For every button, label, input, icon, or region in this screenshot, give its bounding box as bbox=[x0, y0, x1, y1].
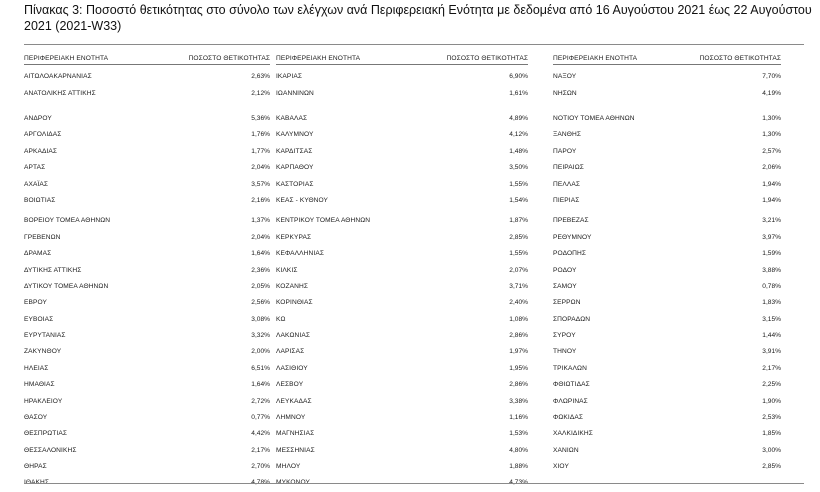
region-name: ΚΕΦΑΛΛΗΝΙΑΣ bbox=[276, 250, 325, 257]
positivity-value: 1,94% bbox=[762, 181, 781, 188]
positivity-value: 2,06% bbox=[762, 164, 781, 171]
table-row bbox=[24, 430, 270, 442]
region-name: ΧΑΛΚΙΔΙΚΗΣ bbox=[553, 430, 593, 437]
positivity-value: 0,77% bbox=[251, 414, 270, 421]
table-row bbox=[553, 217, 781, 229]
region-name: ΣΥΡΟΥ bbox=[553, 332, 576, 339]
positivity-value: 1,08% bbox=[509, 316, 528, 323]
header-region: ΠΕΡΙΦΕΡΕΙΑΚΗ ΕΝΟΤΗΤΑ bbox=[276, 55, 361, 62]
positivity-value: 1,97% bbox=[509, 348, 528, 355]
table-row bbox=[24, 398, 270, 410]
table-column-1 bbox=[24, 55, 270, 486]
table-row bbox=[276, 414, 528, 426]
region-name: ΧΑΝΙΩΝ bbox=[553, 447, 579, 454]
region-name: ΚΕΑΣ - ΚΥΘΝΟΥ bbox=[276, 197, 329, 204]
positivity-value: 1,55% bbox=[509, 250, 528, 257]
region-name: ΑΡΓΟΛΙΔΑΣ bbox=[24, 131, 62, 138]
table-row bbox=[553, 115, 781, 127]
region-name: ΝΟΤΙΟΥ ΤΟΜΕΑ ΑΘΗΝΩΝ bbox=[553, 115, 635, 122]
positivity-value: 1,76% bbox=[251, 131, 270, 138]
positivity-value: 2,85% bbox=[509, 234, 528, 241]
table-row bbox=[553, 381, 781, 393]
positivity-value: 3,08% bbox=[251, 316, 270, 323]
positivity-value: 3,38% bbox=[509, 398, 528, 405]
table-row bbox=[553, 164, 781, 176]
header-positivity: ΠΟΣΟΣΤΟ ΘΕΤΙΚΟΤΗΤΑΣ bbox=[446, 55, 528, 62]
table-row bbox=[24, 181, 270, 193]
positivity-value: 2,36% bbox=[251, 267, 270, 274]
table-row bbox=[553, 250, 781, 262]
table-row bbox=[24, 197, 270, 209]
table-row bbox=[24, 332, 270, 344]
positivity-value: 2,86% bbox=[509, 332, 528, 339]
positivity-value: 2,17% bbox=[762, 365, 781, 372]
positivity-value: 6,90% bbox=[509, 73, 528, 80]
region-name: ΣΑΜΟΥ bbox=[553, 283, 577, 290]
table-row bbox=[24, 381, 270, 393]
table-row bbox=[276, 90, 528, 102]
positivity-value: 1,61% bbox=[509, 90, 528, 97]
table-row bbox=[276, 365, 528, 377]
positivity-value: 6,51% bbox=[251, 365, 270, 372]
table-row bbox=[553, 267, 781, 279]
region-name: ΚΩ bbox=[276, 316, 286, 323]
table-row bbox=[24, 479, 270, 491]
region-name: ΛΕΥΚΑΔΑΣ bbox=[276, 398, 312, 405]
table-row bbox=[276, 148, 528, 160]
positivity-value: 1,64% bbox=[251, 381, 270, 388]
table-row bbox=[24, 267, 270, 279]
table-row bbox=[24, 283, 270, 295]
region-name: ΠΕΛΛΑΣ bbox=[553, 181, 581, 188]
table-row bbox=[24, 463, 270, 475]
region-name: ΑΡΚΑΔΙΑΣ bbox=[24, 148, 58, 155]
table-row bbox=[553, 90, 781, 102]
header-positivity: ΠΟΣΟΣΤΟ ΘΕΤΙΚΟΤΗΤΑΣ bbox=[699, 55, 781, 62]
table-row bbox=[276, 398, 528, 410]
table-row bbox=[553, 365, 781, 377]
region-name: ΘΗΡΑΣ bbox=[24, 463, 47, 470]
positivity-value: 3,57% bbox=[251, 181, 270, 188]
header-region: ΠΕΡΙΦΕΡΕΙΑΚΗ ΕΝΟΤΗΤΑ bbox=[24, 55, 109, 62]
table-row bbox=[24, 131, 270, 143]
region-name: ΡΟΔΟΥ bbox=[553, 267, 577, 274]
positivity-value: 2,57% bbox=[762, 148, 781, 155]
column-header-line bbox=[24, 64, 270, 65]
table-row bbox=[276, 115, 528, 127]
table-row bbox=[24, 73, 270, 85]
table-row bbox=[24, 316, 270, 328]
header-rule bbox=[24, 44, 804, 45]
positivity-value: 3,91% bbox=[762, 348, 781, 355]
table-row bbox=[276, 447, 528, 459]
region-name: ΤΗΝΟΥ bbox=[553, 348, 577, 355]
positivity-value: 1,30% bbox=[762, 131, 781, 138]
positivity-value: 4,80% bbox=[509, 447, 528, 454]
region-name: ΘΑΣΟΥ bbox=[24, 414, 48, 421]
table-row bbox=[276, 332, 528, 344]
region-name: ΞΑΝΘΗΣ bbox=[553, 131, 582, 138]
positivity-value: 1,88% bbox=[509, 463, 528, 470]
positivity-value: 3,71% bbox=[509, 283, 528, 290]
positivity-value: 1,95% bbox=[509, 365, 528, 372]
table-row bbox=[24, 365, 270, 377]
table-column-3 bbox=[553, 55, 781, 470]
region-name: ΝΑΞΟΥ bbox=[553, 73, 577, 80]
region-name: ΒΟΙΩΤΙΑΣ bbox=[24, 197, 56, 204]
positivity-value: 3,00% bbox=[762, 447, 781, 454]
positivity-value: 1,83% bbox=[762, 299, 781, 306]
region-name: ΙΩΑΝΝΙΝΩΝ bbox=[276, 90, 314, 97]
positivity-value: 2,12% bbox=[251, 90, 270, 97]
table-row bbox=[276, 181, 528, 193]
region-name: ΔΡΑΜΑΣ bbox=[24, 250, 52, 257]
positivity-value: 3,88% bbox=[762, 267, 781, 274]
region-name: ΦΘΙΩΤΙΔΑΣ bbox=[553, 381, 590, 388]
table-row bbox=[24, 348, 270, 360]
region-name: ΚΟΡΙΝΘΙΑΣ bbox=[276, 299, 313, 306]
table-row bbox=[24, 164, 270, 176]
positivity-value: 2,17% bbox=[251, 447, 270, 454]
region-name: ΔΥΤΙΚΟΥ ΤΟΜΕΑ ΑΘΗΝΩΝ bbox=[24, 283, 109, 290]
region-name: ΚΑΡΔΙΤΣΑΣ bbox=[276, 148, 313, 155]
table-row bbox=[276, 250, 528, 262]
table-row bbox=[276, 316, 528, 328]
region-name: ΣΠΟΡΑΔΩΝ bbox=[553, 316, 591, 323]
table-row bbox=[553, 283, 781, 295]
region-name: ΚΕΝΤΡΙΚΟΥ ΤΟΜΕΑ ΑΘΗΝΩΝ bbox=[276, 217, 371, 224]
positivity-value: 2,85% bbox=[762, 463, 781, 470]
positivity-value: 0,78% bbox=[762, 283, 781, 290]
table-row bbox=[276, 283, 528, 295]
table-row bbox=[553, 316, 781, 328]
positivity-value: 4,19% bbox=[762, 90, 781, 97]
region-name: ΜΥΚΟΝΟΥ bbox=[276, 479, 310, 486]
table-row bbox=[276, 217, 528, 229]
region-name: ΚΑΣΤΟΡΙΑΣ bbox=[276, 181, 314, 188]
region-name: ΖΑΚΥΝΘΟΥ bbox=[24, 348, 62, 355]
region-name: ΚΑΡΠΑΘΟΥ bbox=[276, 164, 314, 171]
region-name: ΑΧΑΪΑΣ bbox=[24, 181, 49, 188]
table-row bbox=[553, 148, 781, 160]
region-name: ΓΡΕΒΕΝΩΝ bbox=[24, 234, 61, 241]
positivity-value: 3,32% bbox=[251, 332, 270, 339]
region-name: ΧΙΟΥ bbox=[553, 463, 569, 470]
positivity-value: 4,89% bbox=[509, 115, 528, 122]
positivity-value: 2,04% bbox=[251, 234, 270, 241]
positivity-value: 3,50% bbox=[509, 164, 528, 171]
region-name: ΛΗΜΝΟΥ bbox=[276, 414, 306, 421]
positivity-value: 1,48% bbox=[509, 148, 528, 155]
table-row bbox=[24, 414, 270, 426]
region-name: ΚΑΛΥΜΝΟΥ bbox=[276, 131, 314, 138]
region-name: ΕΒΡΟΥ bbox=[24, 299, 48, 306]
table-row bbox=[553, 181, 781, 193]
region-name: ΕΥΒΟΙΑΣ bbox=[24, 316, 54, 323]
region-name: ΙΚΑΡΙΑΣ bbox=[276, 73, 303, 80]
region-name: ΒΟΡΕΙΟΥ ΤΟΜΕΑ ΑΘΗΝΩΝ bbox=[24, 217, 111, 224]
positivity-value: 2,05% bbox=[251, 283, 270, 290]
region-name: ΑΝΔΡΟΥ bbox=[24, 115, 52, 122]
region-name: ΡΟΔΟΠΗΣ bbox=[553, 250, 587, 257]
header-positivity: ΠΟΣΟΣΤΟ ΘΕΤΙΚΟΤΗΤΑΣ bbox=[188, 55, 270, 62]
region-name: ΠΡΕΒΕΖΑΣ bbox=[553, 217, 589, 224]
positivity-value: 2,25% bbox=[762, 381, 781, 388]
table-row bbox=[553, 414, 781, 426]
region-name: ΔΥΤΙΚΗΣ ΑΤΤΙΚΗΣ bbox=[24, 267, 82, 274]
table-row bbox=[553, 299, 781, 311]
region-name: ΗΜΑΘΙΑΣ bbox=[24, 381, 55, 388]
table-row bbox=[276, 299, 528, 311]
table-row bbox=[276, 267, 528, 279]
positivity-value: 1,59% bbox=[762, 250, 781, 257]
region-name: ΤΡΙΚΑΛΩΝ bbox=[553, 365, 587, 372]
region-name: ΚΟΖΑΝΗΣ bbox=[276, 283, 309, 290]
positivity-value: 2,00% bbox=[251, 348, 270, 355]
region-name: ΘΕΣΠΡΩΤΙΑΣ bbox=[24, 430, 68, 437]
positivity-value: 2,04% bbox=[251, 164, 270, 171]
table-row bbox=[276, 73, 528, 85]
positivity-value: 3,97% bbox=[762, 234, 781, 241]
positivity-value: 2,16% bbox=[251, 197, 270, 204]
table-row bbox=[553, 197, 781, 209]
header-region: ΠΕΡΙΦΕΡΕΙΑΚΗ ΕΝΟΤΗΤΑ bbox=[553, 55, 638, 62]
region-name: ΛΕΣΒΟΥ bbox=[276, 381, 304, 388]
region-name: ΦΩΚΙΔΑΣ bbox=[553, 414, 583, 421]
positivity-value: 4,42% bbox=[251, 430, 270, 437]
region-name: ΘΕΣΣΑΛΟΝΙΚΗΣ bbox=[24, 447, 77, 454]
region-name: ΝΗΣΩΝ bbox=[553, 90, 577, 97]
table-row bbox=[553, 234, 781, 246]
table-row bbox=[24, 250, 270, 262]
table-row bbox=[553, 348, 781, 360]
region-name: ΛΑΣΙΘΙΟΥ bbox=[276, 365, 308, 372]
column-header-line bbox=[276, 64, 528, 65]
positivity-value: 2,72% bbox=[251, 398, 270, 405]
region-name: ΜΗΛΟΥ bbox=[276, 463, 301, 470]
positivity-value: 2,63% bbox=[251, 73, 270, 80]
region-name: ΑΝΑΤΟΛΙΚΗΣ ΑΤΤΙΚΗΣ bbox=[24, 90, 96, 97]
table-row bbox=[24, 148, 270, 160]
table-row bbox=[553, 73, 781, 85]
column-header bbox=[276, 55, 528, 68]
table-row bbox=[24, 299, 270, 311]
positivity-value: 2,56% bbox=[251, 299, 270, 306]
table-row bbox=[553, 131, 781, 143]
region-name: ΑΡΤΑΣ bbox=[24, 164, 46, 171]
table-row bbox=[276, 430, 528, 442]
region-name: ΜΕΣΣΗΝΙΑΣ bbox=[276, 447, 315, 454]
region-name: ΡΕΘΥΜΝΟΥ bbox=[553, 234, 592, 241]
positivity-value: 1,55% bbox=[509, 181, 528, 188]
positivity-value: 1,30% bbox=[762, 115, 781, 122]
positivity-value: 2,40% bbox=[509, 299, 528, 306]
positivity-value: 1,37% bbox=[251, 217, 270, 224]
region-name: ΠΙΕΡΙΑΣ bbox=[553, 197, 580, 204]
table-row bbox=[24, 115, 270, 127]
positivity-value: 1,90% bbox=[762, 398, 781, 405]
table-row bbox=[276, 479, 528, 491]
positivity-value: 2,53% bbox=[762, 414, 781, 421]
table-row bbox=[553, 332, 781, 344]
region-name: ΣΕΡΡΩΝ bbox=[553, 299, 581, 306]
positivity-value: 1,64% bbox=[251, 250, 270, 257]
region-name: ΛΑΚΩΝΙΑΣ bbox=[276, 332, 310, 339]
table-row bbox=[553, 447, 781, 459]
region-name: ΑΙΤΩΛΟΑΚΑΡΝΑΝΙΑΣ bbox=[24, 73, 92, 80]
table-row bbox=[553, 463, 781, 475]
column-header-line bbox=[553, 64, 781, 65]
column-header bbox=[24, 55, 270, 68]
positivity-value: 1,94% bbox=[762, 197, 781, 204]
positivity-value: 7,70% bbox=[762, 73, 781, 80]
region-name: ΚΙΛΚΙΣ bbox=[276, 267, 298, 274]
positivity-value: 2,86% bbox=[509, 381, 528, 388]
column-header bbox=[553, 55, 781, 68]
positivity-value: 4,78% bbox=[251, 479, 270, 486]
positivity-value: 1,54% bbox=[509, 197, 528, 204]
positivity-value: 4,12% bbox=[509, 131, 528, 138]
positivity-value: 2,70% bbox=[251, 463, 270, 470]
table-column-2 bbox=[276, 55, 528, 486]
region-name: ΗΡΑΚΛΕΙΟΥ bbox=[24, 398, 63, 405]
table-row bbox=[553, 398, 781, 410]
region-name: ΗΛΕΙΑΣ bbox=[24, 365, 49, 372]
positivity-value: 3,15% bbox=[762, 316, 781, 323]
footer-rule bbox=[24, 483, 804, 484]
region-name: ΚΑΒΑΛΑΣ bbox=[276, 115, 308, 122]
region-name: ΛΑΡΙΣΑΣ bbox=[276, 348, 305, 355]
region-name: ΜΑΓΝΗΣΙΑΣ bbox=[276, 430, 315, 437]
positivity-value: 1,87% bbox=[509, 217, 528, 224]
table-row bbox=[276, 197, 528, 209]
table-row bbox=[276, 348, 528, 360]
positivity-value: 1,77% bbox=[251, 148, 270, 155]
positivity-value: 5,36% bbox=[251, 115, 270, 122]
positivity-value: 1,53% bbox=[509, 430, 528, 437]
positivity-value: 4,73% bbox=[509, 479, 528, 486]
table-row bbox=[276, 131, 528, 143]
positivity-value: 1,85% bbox=[762, 430, 781, 437]
region-name: ΠΑΡΟΥ bbox=[553, 148, 577, 155]
table-row bbox=[24, 234, 270, 246]
positivity-value: 3,21% bbox=[762, 217, 781, 224]
table-row bbox=[24, 90, 270, 102]
region-name: ΦΛΩΡΙΝΑΣ bbox=[553, 398, 588, 405]
positivity-value: 1,16% bbox=[509, 414, 528, 421]
table-row bbox=[553, 430, 781, 442]
positivity-value: 1,44% bbox=[762, 332, 781, 339]
table-title: Πίνακας 3: Ποσοστό θετικότητας στο σύνολο των ελέγχων ανά Περιφερειακή Ενότητα με δεδομένα από 16 Αυγούστου 2021 έως 22 Αυγούστου 2021 (2021-W33) bbox=[24, 3, 812, 33]
table-row bbox=[24, 217, 270, 229]
table-row bbox=[24, 447, 270, 459]
table-row bbox=[276, 463, 528, 475]
region-name: ΠΕΙΡΑΙΩΣ bbox=[553, 164, 584, 171]
table-row bbox=[276, 381, 528, 393]
positivity-value: 2,07% bbox=[509, 267, 528, 274]
region-name: ΚΕΡΚΥΡΑΣ bbox=[276, 234, 312, 241]
table-row bbox=[276, 234, 528, 246]
region-name: ΕΥΡΥΤΑΝΙΑΣ bbox=[24, 332, 66, 339]
region-name: ΙΘΑΚΗΣ bbox=[24, 479, 50, 486]
table-row bbox=[276, 164, 528, 176]
